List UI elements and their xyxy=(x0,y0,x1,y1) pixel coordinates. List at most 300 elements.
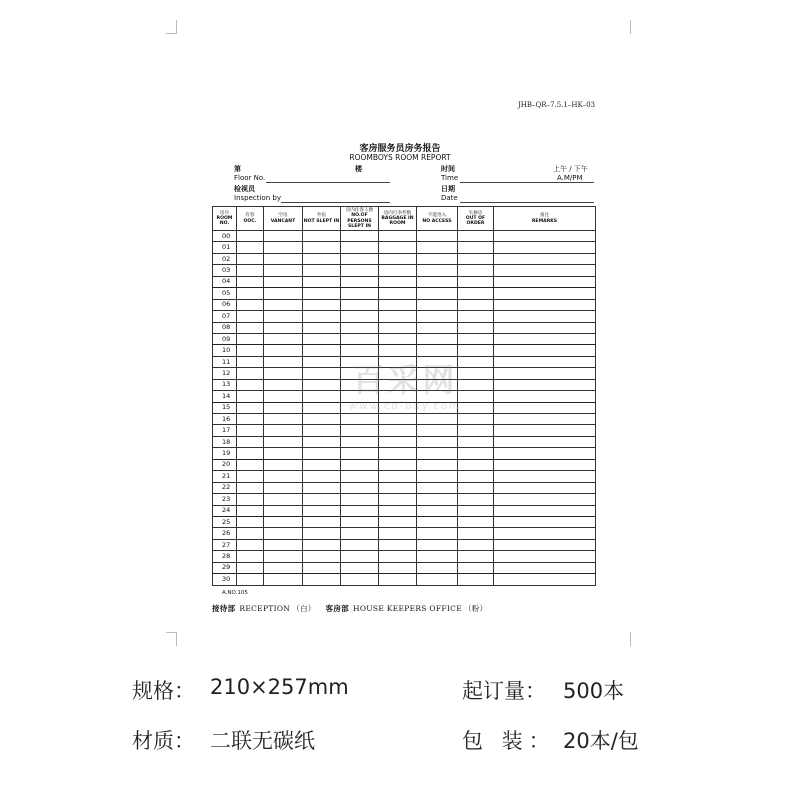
entry-cell[interactable] xyxy=(237,505,264,516)
entry-cell[interactable] xyxy=(237,402,264,413)
entry-cell[interactable] xyxy=(458,253,494,264)
entry-cell[interactable] xyxy=(303,539,341,550)
room-number: 05 xyxy=(213,288,237,299)
entry-cell[interactable] xyxy=(341,528,379,539)
entry-cell[interactable] xyxy=(341,516,379,527)
room-number: 16 xyxy=(213,414,237,425)
entry-cell[interactable] xyxy=(494,253,596,264)
entry-cell[interactable] xyxy=(379,414,417,425)
room-number: 19 xyxy=(213,448,237,459)
entry-cell[interactable] xyxy=(237,562,264,573)
entry-cell[interactable] xyxy=(458,448,494,459)
spec-size-value: 210×257mm xyxy=(210,675,349,699)
entry-cell[interactable] xyxy=(264,482,303,493)
table-row xyxy=(213,333,596,344)
column-header-en: OUT OF ORDER xyxy=(465,215,486,227)
entry-cell[interactable] xyxy=(417,562,458,573)
column-header-en: NO.OF PERSONS SLEPT IN xyxy=(347,213,372,229)
column-header-cn: 房号 xyxy=(219,210,230,216)
entry-cell[interactable] xyxy=(264,242,303,253)
entry-cell[interactable] xyxy=(417,505,458,516)
entry-cell[interactable] xyxy=(341,299,379,310)
entry-cell[interactable] xyxy=(237,471,264,482)
entry-cell[interactable] xyxy=(237,322,264,333)
entry-cell[interactable] xyxy=(237,253,264,264)
date-label-en: Date xyxy=(441,194,458,202)
copy1-en: RECEPTION xyxy=(239,604,291,613)
entry-cell[interactable] xyxy=(264,265,303,276)
table-row xyxy=(213,322,596,333)
entry-cell[interactable] xyxy=(303,516,341,527)
entry-cell[interactable] xyxy=(264,276,303,287)
entry-cell[interactable] xyxy=(494,482,596,493)
date-input-line[interactable] xyxy=(460,202,594,203)
entry-cell[interactable] xyxy=(494,288,596,299)
entry-cell[interactable] xyxy=(341,253,379,264)
entry-cell[interactable] xyxy=(341,539,379,550)
entry-cell[interactable] xyxy=(458,539,494,550)
entry-cell[interactable] xyxy=(237,494,264,505)
entry-cell[interactable] xyxy=(237,436,264,447)
entry-cell[interactable] xyxy=(341,448,379,459)
watermark-logo-text: 百采网 xyxy=(352,361,458,399)
entry-cell[interactable] xyxy=(303,471,341,482)
entry-cell[interactable] xyxy=(264,516,303,527)
entry-cell[interactable] xyxy=(494,368,596,379)
table-row xyxy=(213,414,596,425)
table-row xyxy=(213,505,596,516)
entry-cell[interactable] xyxy=(417,231,458,242)
entry-cell[interactable] xyxy=(494,414,596,425)
entry-cell[interactable] xyxy=(341,333,379,344)
entry-cell[interactable] xyxy=(264,356,303,367)
entry-cell[interactable] xyxy=(341,311,379,322)
room-number: 20 xyxy=(213,459,237,470)
entry-cell[interactable] xyxy=(458,574,494,585)
entry-cell[interactable] xyxy=(303,253,341,264)
column-header xyxy=(303,207,341,231)
entry-cell[interactable] xyxy=(379,494,417,505)
entry-cell[interactable] xyxy=(237,391,264,402)
entry-cell[interactable] xyxy=(303,242,341,253)
entry-cell[interactable] xyxy=(379,459,417,470)
entry-cell[interactable] xyxy=(494,528,596,539)
entry-cell[interactable] xyxy=(379,425,417,436)
entry-cell[interactable] xyxy=(341,414,379,425)
entry-cell[interactable] xyxy=(237,299,264,310)
entry-cell[interactable] xyxy=(494,299,596,310)
entry-cell[interactable] xyxy=(303,425,341,436)
room-number: 25 xyxy=(213,516,237,527)
column-header-cn: 有客 xyxy=(245,213,255,219)
entry-cell[interactable] xyxy=(494,379,596,390)
entry-cell[interactable] xyxy=(237,288,264,299)
entry-cell[interactable] xyxy=(303,505,341,516)
crop-mark-top-left-h xyxy=(166,33,176,34)
entry-cell[interactable] xyxy=(264,539,303,550)
entry-cell[interactable] xyxy=(494,574,596,585)
entry-cell[interactable] xyxy=(379,436,417,447)
entry-cell[interactable] xyxy=(379,299,417,310)
entry-cell[interactable] xyxy=(494,231,596,242)
entry-cell[interactable] xyxy=(379,288,417,299)
entry-cell[interactable] xyxy=(264,299,303,310)
entry-cell[interactable] xyxy=(264,551,303,562)
entry-cell[interactable] xyxy=(303,299,341,310)
entry-cell[interactable] xyxy=(417,436,458,447)
table-row xyxy=(213,288,596,299)
entry-cell[interactable] xyxy=(303,322,341,333)
room-number: 00 xyxy=(213,231,237,242)
entry-cell[interactable] xyxy=(494,562,596,573)
entry-cell[interactable] xyxy=(264,345,303,356)
entry-cell[interactable] xyxy=(303,551,341,562)
entry-cell[interactable] xyxy=(458,494,494,505)
entry-cell[interactable] xyxy=(341,471,379,482)
entry-cell[interactable] xyxy=(237,379,264,390)
column-header-cn: 备注 xyxy=(539,213,550,219)
entry-cell[interactable] xyxy=(341,562,379,573)
entry-cell[interactable] xyxy=(264,505,303,516)
entry-cell[interactable] xyxy=(237,333,264,344)
entry-cell[interactable] xyxy=(264,425,303,436)
form-serial: A.NO.105 xyxy=(222,590,248,596)
column-header-cn: 不能进入 xyxy=(427,213,447,219)
entry-cell[interactable] xyxy=(417,276,458,287)
entry-cell[interactable] xyxy=(303,448,341,459)
entry-cell[interactable] xyxy=(341,505,379,516)
inspector-label-cn: 检视员 xyxy=(234,185,255,193)
entry-cell[interactable] xyxy=(458,482,494,493)
entry-cell[interactable] xyxy=(264,253,303,264)
entry-cell[interactable] xyxy=(417,414,458,425)
entry-cell[interactable] xyxy=(494,322,596,333)
column-header xyxy=(264,207,303,231)
entry-cell[interactable] xyxy=(417,425,458,436)
entry-cell[interactable] xyxy=(458,242,494,253)
entry-cell[interactable] xyxy=(458,299,494,310)
entry-cell[interactable] xyxy=(379,471,417,482)
table-row xyxy=(213,448,596,459)
spec-moq-label: 起订量： xyxy=(462,679,546,703)
spec-moq-value: 500本 xyxy=(563,679,625,703)
entry-cell[interactable] xyxy=(458,505,494,516)
entry-cell[interactable] xyxy=(417,574,458,585)
entry-cell[interactable] xyxy=(264,402,303,413)
entry-cell[interactable] xyxy=(458,516,494,527)
entry-cell[interactable] xyxy=(379,311,417,322)
entry-cell[interactable] xyxy=(264,471,303,482)
column-header-en: OOC. xyxy=(243,218,257,224)
spec-material-label: 材质： xyxy=(132,729,195,753)
column-header-en: REMARKS xyxy=(531,218,558,224)
entry-cell[interactable] xyxy=(458,322,494,333)
column-header-cn: 外宿 xyxy=(316,213,327,219)
room-number: 15 xyxy=(213,402,237,413)
ampm-label-cn: 上午 / 下午 xyxy=(553,165,588,173)
entry-cell[interactable] xyxy=(237,574,264,585)
entry-cell[interactable] xyxy=(417,242,458,253)
entry-cell[interactable] xyxy=(494,391,596,402)
entry-cell[interactable] xyxy=(417,253,458,264)
entry-cell[interactable] xyxy=(379,448,417,459)
time-input-line[interactable] xyxy=(460,182,594,183)
entry-cell[interactable] xyxy=(458,562,494,573)
entry-cell[interactable] xyxy=(303,265,341,276)
entry-cell[interactable] xyxy=(341,494,379,505)
spec-pack-label: 包 装： xyxy=(462,729,556,753)
entry-cell[interactable] xyxy=(417,322,458,333)
entry-cell[interactable] xyxy=(379,528,417,539)
entry-cell[interactable] xyxy=(417,448,458,459)
entry-cell[interactable] xyxy=(237,356,264,367)
table-row xyxy=(213,425,596,436)
entry-cell[interactable] xyxy=(237,528,264,539)
entry-cell[interactable] xyxy=(237,276,264,287)
entry-cell[interactable] xyxy=(494,505,596,516)
column-header-cn: 房内行李件数 xyxy=(383,210,412,216)
watermark-url: www.cd-buy.com xyxy=(349,401,461,412)
room-number: 27 xyxy=(213,539,237,550)
column-header xyxy=(417,207,458,231)
room-number: 11 xyxy=(213,356,237,367)
entry-cell[interactable] xyxy=(417,516,458,527)
entry-cell[interactable] xyxy=(494,459,596,470)
entry-cell[interactable] xyxy=(341,265,379,276)
entry-cell[interactable] xyxy=(341,242,379,253)
entry-cell[interactable] xyxy=(341,425,379,436)
time-label-en: Time xyxy=(441,174,459,182)
entry-cell[interactable] xyxy=(264,322,303,333)
entry-cell[interactable] xyxy=(237,459,264,470)
entry-cell[interactable] xyxy=(303,414,341,425)
table-row xyxy=(213,528,596,539)
table-row xyxy=(213,265,596,276)
entry-cell[interactable] xyxy=(264,562,303,573)
column-header-cn: 空房 xyxy=(278,213,288,219)
entry-cell[interactable] xyxy=(341,288,379,299)
floor-unit-cn: 楼 xyxy=(355,165,362,173)
spec-pack-value: 20本/包 xyxy=(563,729,639,753)
entry-cell[interactable] xyxy=(341,574,379,585)
entry-cell[interactable] xyxy=(264,379,303,390)
entry-cell[interactable] xyxy=(303,276,341,287)
entry-cell[interactable] xyxy=(303,231,341,242)
entry-cell[interactable] xyxy=(379,562,417,573)
room-number: 14 xyxy=(213,391,237,402)
column-header xyxy=(213,207,237,231)
entry-cell[interactable] xyxy=(303,436,341,447)
floor-input-line[interactable] xyxy=(266,182,390,183)
entry-cell[interactable] xyxy=(379,505,417,516)
entry-cell[interactable] xyxy=(237,242,264,253)
entry-cell[interactable] xyxy=(237,516,264,527)
column-header xyxy=(341,207,379,231)
entry-cell[interactable] xyxy=(379,574,417,585)
entry-cell[interactable] xyxy=(303,288,341,299)
entry-cell[interactable] xyxy=(458,231,494,242)
entry-cell[interactable] xyxy=(237,482,264,493)
entry-cell[interactable] xyxy=(341,276,379,287)
entry-cell[interactable] xyxy=(264,436,303,447)
copy1-color: （白） xyxy=(292,604,316,613)
entry-cell[interactable] xyxy=(264,231,303,242)
entry-cell[interactable] xyxy=(458,471,494,482)
date-label-cn: 日期 xyxy=(441,185,455,193)
room-number: 29 xyxy=(213,562,237,573)
entry-cell[interactable] xyxy=(417,459,458,470)
room-number: 30 xyxy=(213,574,237,585)
entry-cell[interactable] xyxy=(303,528,341,539)
entry-cell[interactable] xyxy=(341,459,379,470)
entry-cell[interactable] xyxy=(494,402,596,413)
entry-cell[interactable] xyxy=(494,356,596,367)
entry-cell[interactable] xyxy=(264,288,303,299)
table-row xyxy=(213,231,596,242)
entry-cell[interactable] xyxy=(417,482,458,493)
entry-cell[interactable] xyxy=(458,276,494,287)
table-row xyxy=(213,494,596,505)
entry-cell[interactable] xyxy=(494,471,596,482)
entry-cell[interactable] xyxy=(458,414,494,425)
room-number: 18 xyxy=(213,436,237,447)
entry-cell[interactable] xyxy=(303,333,341,344)
entry-cell[interactable] xyxy=(379,539,417,550)
entry-cell[interactable] xyxy=(494,276,596,287)
entry-cell[interactable] xyxy=(417,265,458,276)
entry-cell[interactable] xyxy=(237,345,264,356)
entry-cell[interactable] xyxy=(303,459,341,470)
entry-cell[interactable] xyxy=(264,414,303,425)
entry-cell[interactable] xyxy=(379,551,417,562)
entry-cell[interactable] xyxy=(417,311,458,322)
ampm-label-en: A.M/PM xyxy=(557,174,583,182)
entry-cell[interactable] xyxy=(379,253,417,264)
entry-cell[interactable] xyxy=(379,276,417,287)
entry-cell[interactable] xyxy=(494,551,596,562)
entry-cell[interactable] xyxy=(417,551,458,562)
table-row xyxy=(213,574,596,585)
entry-cell[interactable] xyxy=(264,459,303,470)
entry-cell[interactable] xyxy=(341,436,379,447)
entry-cell[interactable] xyxy=(458,265,494,276)
entry-cell[interactable] xyxy=(237,231,264,242)
entry-cell[interactable] xyxy=(417,333,458,344)
entry-cell[interactable] xyxy=(458,528,494,539)
entry-cell[interactable] xyxy=(494,265,596,276)
entry-cell[interactable] xyxy=(458,436,494,447)
entry-cell[interactable] xyxy=(264,574,303,585)
entry-cell[interactable] xyxy=(379,482,417,493)
entry-cell[interactable] xyxy=(494,494,596,505)
room-number: 22 xyxy=(213,482,237,493)
entry-cell[interactable] xyxy=(237,551,264,562)
entry-cell[interactable] xyxy=(303,482,341,493)
entry-cell[interactable] xyxy=(494,242,596,253)
room-number: 01 xyxy=(213,242,237,253)
entry-cell[interactable] xyxy=(341,231,379,242)
entry-cell[interactable] xyxy=(379,516,417,527)
entry-cell[interactable] xyxy=(458,311,494,322)
table-row xyxy=(213,242,596,253)
entry-cell[interactable] xyxy=(494,311,596,322)
entry-cell[interactable] xyxy=(237,311,264,322)
entry-cell[interactable] xyxy=(494,539,596,550)
entry-cell[interactable] xyxy=(303,562,341,573)
entry-cell[interactable] xyxy=(494,425,596,436)
entry-cell[interactable] xyxy=(379,231,417,242)
column-header xyxy=(379,207,417,231)
copy1-cn: 接待部 xyxy=(212,604,236,613)
entry-cell[interactable] xyxy=(264,333,303,344)
entry-cell[interactable] xyxy=(494,516,596,527)
entry-cell[interactable] xyxy=(264,494,303,505)
entry-cell[interactable] xyxy=(417,539,458,550)
entry-cell[interactable] xyxy=(417,299,458,310)
room-number: 03 xyxy=(213,265,237,276)
crop-mark-top-left-v xyxy=(176,20,177,34)
entry-cell[interactable] xyxy=(264,448,303,459)
entry-cell[interactable] xyxy=(379,265,417,276)
entry-cell[interactable] xyxy=(264,528,303,539)
table-row xyxy=(213,562,596,573)
entry-cell[interactable] xyxy=(237,425,264,436)
column-header-en: BAGGAGE IN ROOM xyxy=(381,215,414,227)
room-number: 07 xyxy=(213,311,237,322)
floor-label-en: Floor No. xyxy=(234,174,266,182)
entry-cell[interactable] xyxy=(494,345,596,356)
entry-cell[interactable] xyxy=(264,311,303,322)
inspector-input-line[interactable] xyxy=(281,202,390,203)
entry-cell[interactable] xyxy=(417,288,458,299)
entry-cell[interactable] xyxy=(303,494,341,505)
entry-cell[interactable] xyxy=(417,471,458,482)
table-row xyxy=(213,311,596,322)
table-row xyxy=(213,516,596,527)
entry-cell[interactable] xyxy=(237,368,264,379)
time-label-cn: 时间 xyxy=(441,165,455,173)
entry-cell[interactable] xyxy=(458,551,494,562)
entry-cell[interactable] xyxy=(341,551,379,562)
entry-cell[interactable] xyxy=(494,448,596,459)
column-header xyxy=(237,207,264,231)
room-number: 26 xyxy=(213,528,237,539)
entry-cell[interactable] xyxy=(264,391,303,402)
entry-cell[interactable] xyxy=(303,311,341,322)
entry-cell[interactable] xyxy=(417,494,458,505)
entry-cell[interactable] xyxy=(237,414,264,425)
entry-cell[interactable] xyxy=(379,322,417,333)
entry-cell[interactable] xyxy=(237,265,264,276)
entry-cell[interactable] xyxy=(494,436,596,447)
entry-cell[interactable] xyxy=(379,242,417,253)
entry-cell[interactable] xyxy=(303,574,341,585)
column-header-cn: 房内住客人数 xyxy=(345,208,374,214)
entry-cell[interactable] xyxy=(417,528,458,539)
entry-cell[interactable] xyxy=(237,539,264,550)
entry-cell[interactable] xyxy=(458,333,494,344)
entry-cell[interactable] xyxy=(458,459,494,470)
entry-cell[interactable] xyxy=(458,288,494,299)
entry-cell[interactable] xyxy=(458,425,494,436)
entry-cell[interactable] xyxy=(341,322,379,333)
entry-cell[interactable] xyxy=(494,333,596,344)
room-number: 12 xyxy=(213,368,237,379)
entry-cell[interactable] xyxy=(264,368,303,379)
entry-cell[interactable] xyxy=(237,448,264,459)
entry-cell[interactable] xyxy=(379,333,417,344)
entry-cell[interactable] xyxy=(341,482,379,493)
